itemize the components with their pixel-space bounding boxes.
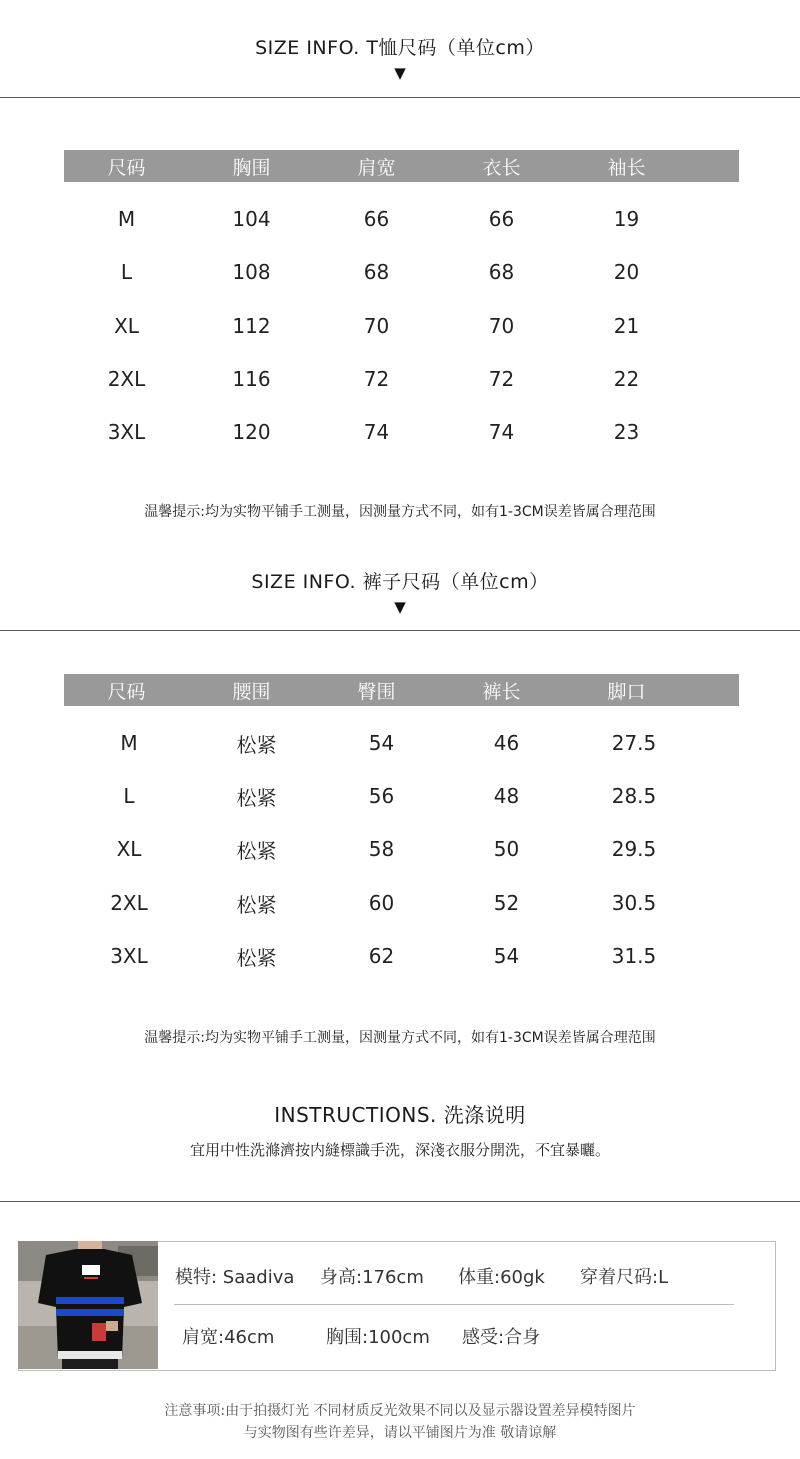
- cell-waist: 松紧: [236, 892, 277, 917]
- notice-line-1: 注意事项:由于拍摄灯光 不同材质反光效果不同以及显示器设置差异模特图片: [164, 1403, 636, 1419]
- table-row: [64, 258, 739, 286]
- header-leg-opening: 脚口: [607, 680, 646, 703]
- notice-line-2: 与实物图有些许差异，请以平铺图片为准 敬请谅解: [243, 1425, 557, 1441]
- cell-size: XL: [116, 837, 142, 861]
- model-name: 模特: Saadiva: [175, 1267, 295, 1288]
- cell-length: 74: [488, 420, 515, 444]
- cell-size: XL: [114, 314, 139, 338]
- table-row: [64, 835, 739, 863]
- divider: [0, 97, 800, 98]
- cell-size: 3XL: [107, 420, 146, 444]
- cell-pants-length: 46: [493, 731, 520, 755]
- cell-hip: 60: [368, 891, 395, 915]
- tshirt-table-header: [64, 150, 739, 182]
- down-arrow-icon: ▼: [394, 598, 406, 616]
- cell-sleeve: 21: [613, 314, 640, 338]
- cell-pants-length: 52: [493, 891, 520, 915]
- cell-sleeve: 19: [613, 207, 640, 231]
- cell-leg-opening: 28.5: [611, 784, 657, 808]
- cell-leg-opening: 29.5: [611, 837, 657, 861]
- down-arrow-icon: ▼: [394, 64, 406, 82]
- cell-shoulder: 68: [363, 260, 390, 284]
- cell-pants-length: 54: [493, 944, 520, 968]
- model-shoulder: 肩宽:46cm: [182, 1327, 275, 1348]
- cell-length: 66: [488, 207, 515, 231]
- cell-hip: 56: [368, 784, 395, 808]
- divider: [0, 630, 800, 631]
- card-divider: [174, 1304, 734, 1305]
- measurement-tip: 温馨提示:均为实物平铺手工测量，因测量方式不同，如有1-3CM误差皆属合理范围: [144, 1030, 656, 1046]
- header-size: 尺码: [107, 680, 146, 703]
- cell-chest: 104: [232, 207, 271, 231]
- table-row: [64, 942, 739, 970]
- cell-length: 72: [488, 367, 515, 391]
- cell-waist: 松紧: [236, 945, 277, 970]
- header-sleeve: 袖长: [607, 156, 646, 179]
- model-size: 穿着尺码:L: [580, 1267, 669, 1288]
- cell-chest: 120: [232, 420, 271, 444]
- cell-chest: 112: [232, 314, 271, 338]
- cell-size: M: [117, 207, 136, 231]
- model-chest: 胸围:100cm: [326, 1327, 430, 1348]
- cell-size: 2XL: [110, 891, 148, 915]
- cell-sleeve: 23: [613, 420, 640, 444]
- cell-leg-opening: 30.5: [611, 891, 657, 915]
- table-row: [64, 312, 739, 340]
- instructions-title: INSTRUCTIONS. 洗涤说明: [274, 1103, 526, 1127]
- cell-shoulder: 70: [363, 314, 390, 338]
- cell-length: 68: [488, 260, 515, 284]
- cell-hip: 62: [368, 944, 395, 968]
- table-row: [64, 889, 739, 917]
- divider: [0, 1201, 800, 1202]
- cell-size: L: [120, 260, 133, 284]
- cell-chest: 108: [232, 260, 271, 284]
- cell-shoulder: 74: [363, 420, 390, 444]
- cell-size: 2XL: [107, 367, 146, 391]
- pants-size-title: SIZE INFO. 裤子尺码（单位cm）: [251, 571, 549, 593]
- table-row: [64, 365, 739, 393]
- model-feel: 感受:合身: [462, 1327, 541, 1348]
- cell-shoulder: 66: [363, 207, 390, 231]
- measurement-tip: 温馨提示:均为实物平铺手工测量，因测量方式不同，如有1-3CM误差皆属合理范围: [144, 504, 656, 520]
- cell-size: M: [120, 731, 138, 755]
- cell-leg-opening: 27.5: [611, 731, 657, 755]
- cell-leg-opening: 31.5: [611, 944, 657, 968]
- cell-pants-length: 48: [493, 784, 520, 808]
- header-shoulder: 肩宽: [357, 156, 396, 179]
- header-hip: 臀围: [357, 680, 396, 703]
- cell-shoulder: 72: [363, 367, 390, 391]
- table-row: [64, 782, 739, 810]
- tshirt-size-title: SIZE INFO. T恤尺码（单位cm）: [255, 37, 545, 59]
- header-size: 尺码: [107, 156, 146, 179]
- pants-table-header: [64, 674, 739, 706]
- model-weight: 体重:60gk: [458, 1267, 545, 1288]
- cell-waist: 松紧: [236, 732, 277, 757]
- cell-sleeve: 22: [613, 367, 640, 391]
- model-photo: [18, 1241, 158, 1369]
- cell-waist: 松紧: [236, 838, 277, 863]
- cell-size: L: [123, 784, 135, 808]
- cell-size: 3XL: [110, 944, 148, 968]
- header-pants-length: 裤长: [482, 680, 521, 703]
- cell-pants-length: 50: [493, 837, 520, 861]
- instructions-text: 宜用中性洗滌濟按内縫標識手洗，深淺衣服分開洗，不宜暴曬。: [189, 1141, 610, 1159]
- cell-hip: 54: [368, 731, 395, 755]
- model-height: 身高:176cm: [320, 1267, 424, 1288]
- header-length: 衣长: [482, 156, 521, 179]
- table-row: [64, 205, 739, 233]
- cell-hip: 58: [368, 837, 395, 861]
- cell-waist: 松紧: [236, 785, 277, 810]
- cell-sleeve: 20: [613, 260, 640, 284]
- table-row: [64, 418, 739, 446]
- cell-length: 70: [488, 314, 515, 338]
- table-row: [64, 729, 739, 757]
- header-waist: 腰围: [232, 680, 271, 703]
- header-chest: 胸围: [232, 156, 271, 179]
- cell-chest: 116: [232, 367, 271, 391]
